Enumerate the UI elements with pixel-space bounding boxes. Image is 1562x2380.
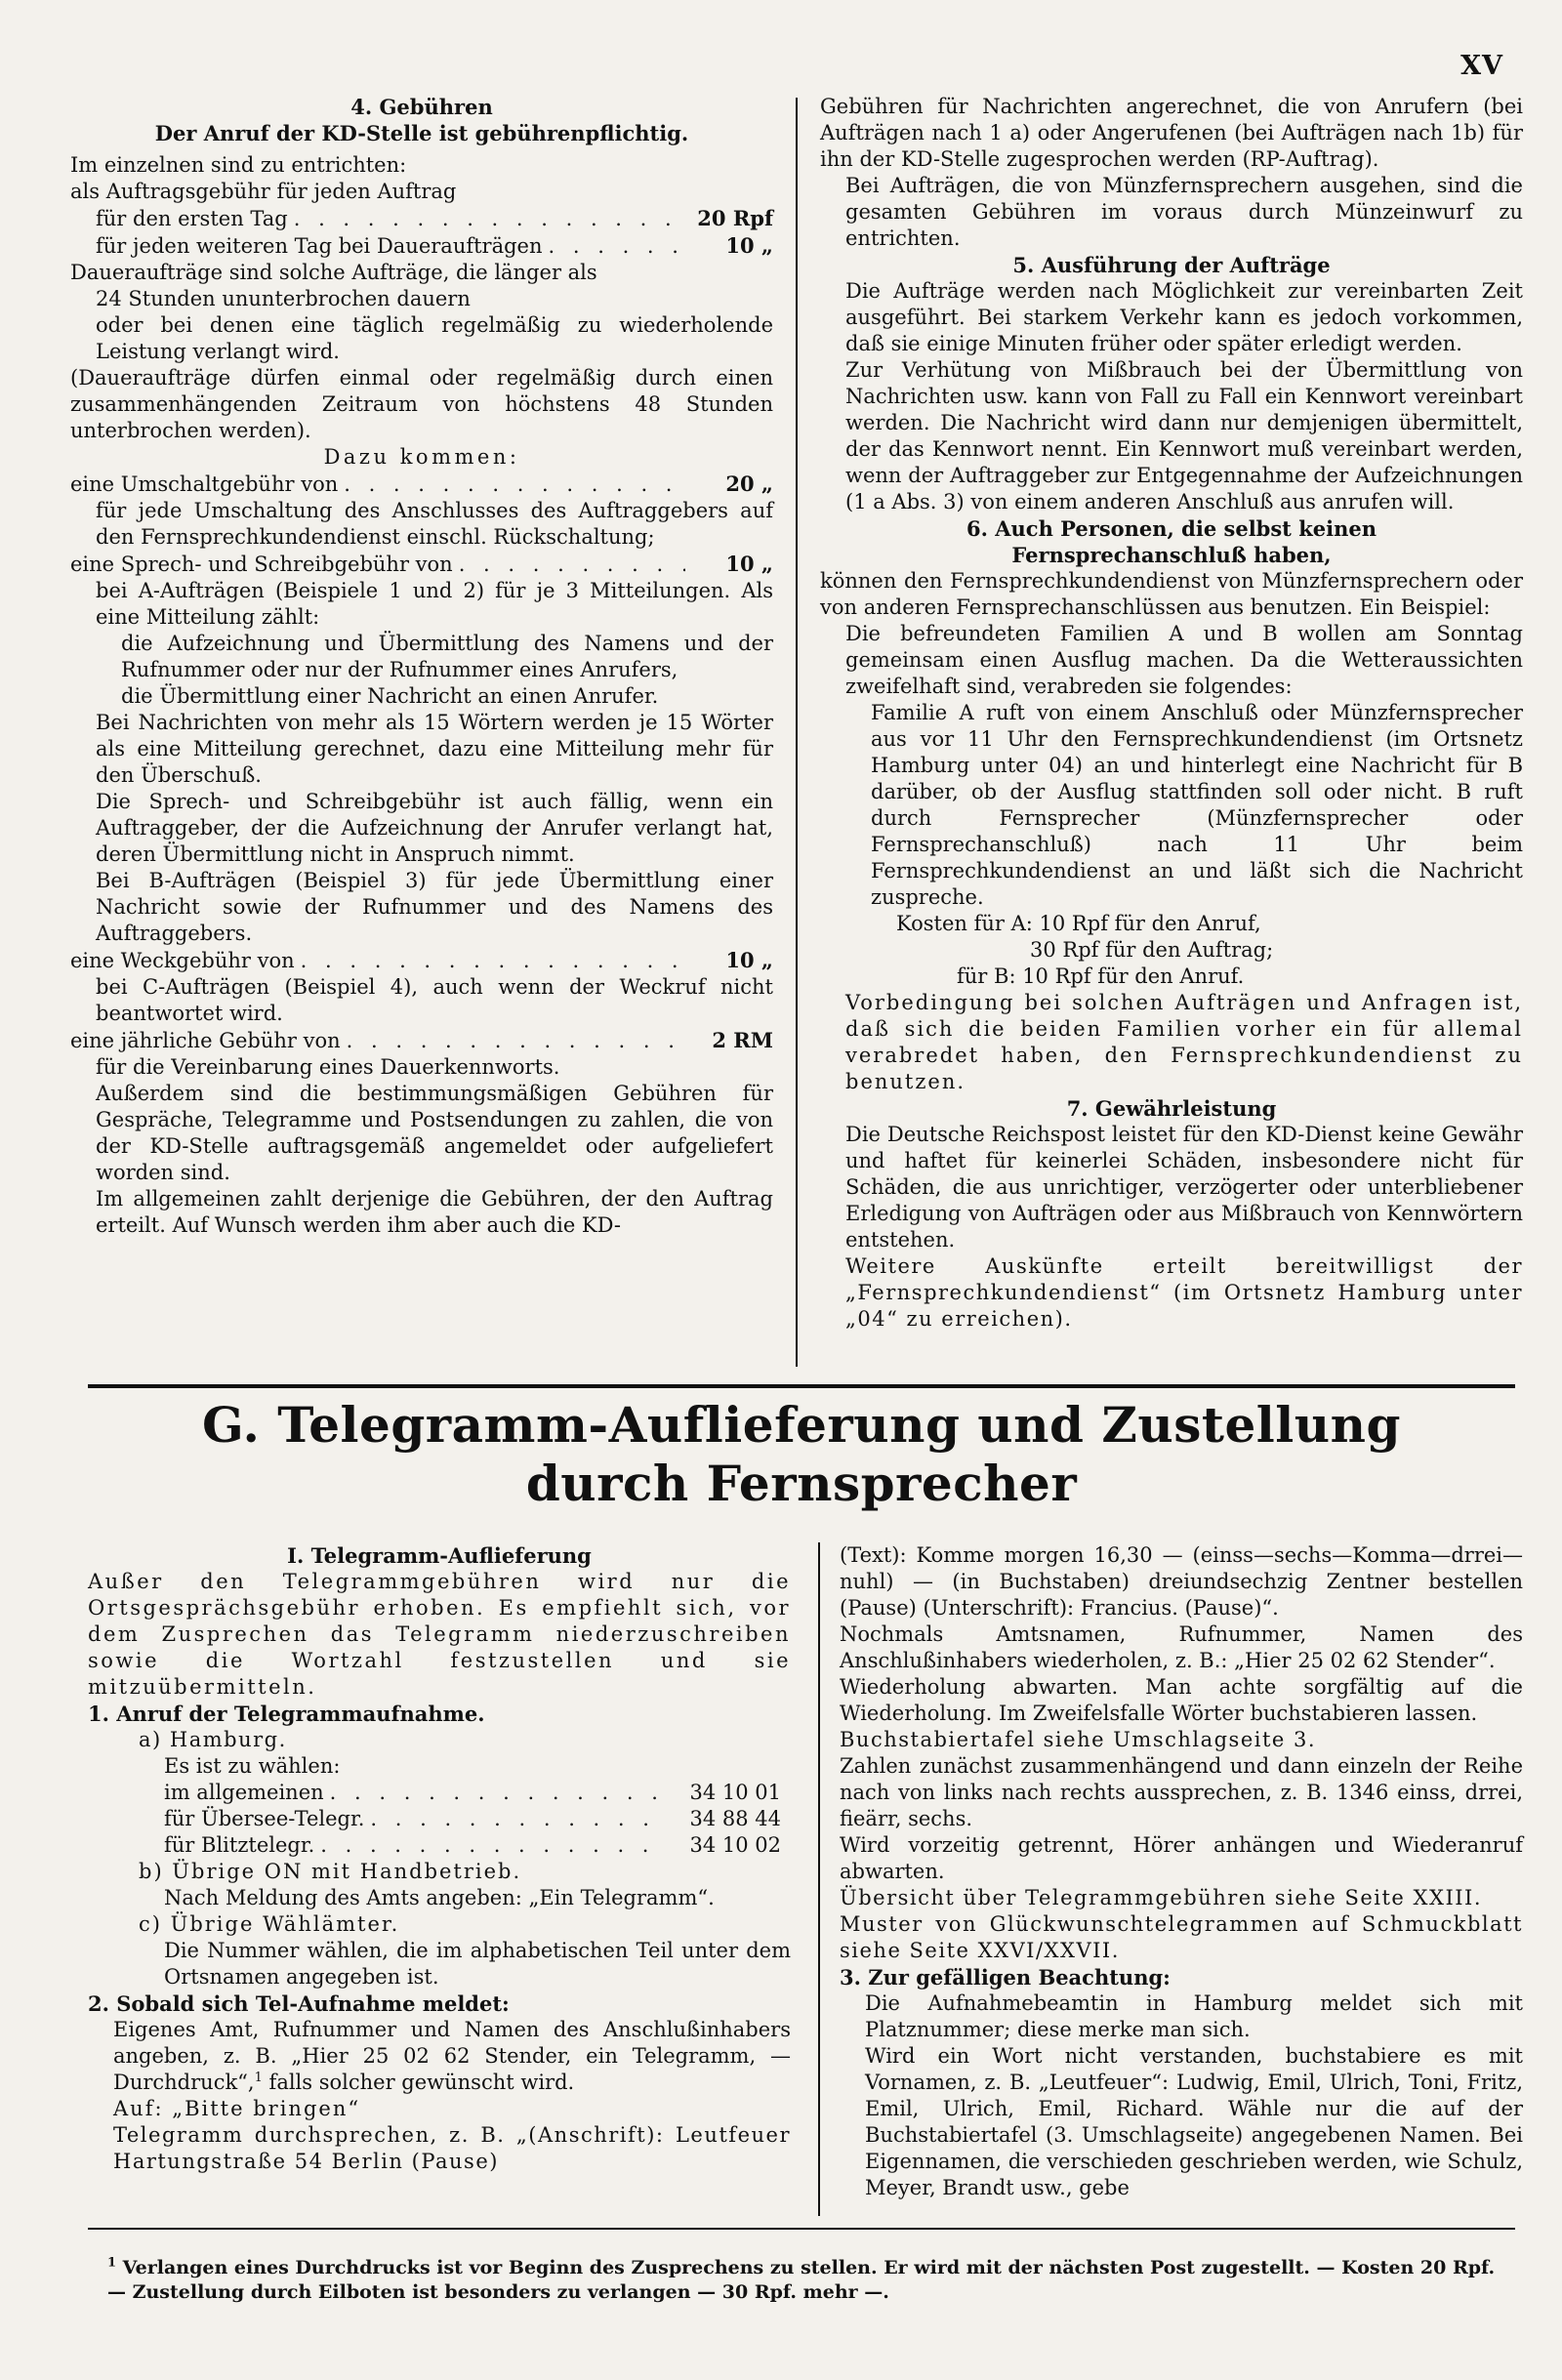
section-heading-gewaehr: 7. Gewährleistung [1066, 1096, 1277, 1121]
fee-row-weck [70, 947, 773, 974]
leader-dots [459, 552, 685, 578]
number-value: 34 88 44 [689, 1807, 781, 1830]
leader-dots [320, 1832, 668, 1859]
dazu-kommen: Dazu kommen: [323, 445, 520, 469]
number-value: 34 10 01 [689, 1781, 781, 1804]
leader-dots [370, 1806, 668, 1832]
step-heading: 1. Anruf der Telegrammaufnahme. [88, 1702, 485, 1726]
paragraph-familie-a: Familie A ruft von einem Anschluß oder Münzfernsprecher aus vor 11 Uhr den Fernsprechkundendienst (im Ortsnetz Hamburg unter 04) an und hinterlegt eine Nachricht für B darüber, ob der Ausflug stattfinden soll oder nicht. B ruft durch Fernsprecher (Münzfernsprecher oder Fernsprechanschluß) nach 11 Uhr beim Fernsprechkundendienst an und läßt sich die Nachricht zuspreche. [871, 701, 1523, 909]
paragraph-nochmals: Nochmals Amtsnamen, Rufnummer, Namen des Anschlußinhabers wiederholen, z. B.: „Hier 25 02 62 Stender“. [840, 1622, 1523, 1672]
paragraph-uebersicht: Übersicht über Telegrammgebühren siehe Seite XXIII. [840, 1886, 1482, 1909]
page-number: XV [1460, 51, 1503, 81]
footnote-text: Verlangen eines Durchdrucks ist vor Beginn des Zusprechens zu stellen. Er wird mit der nächsten Post zugestellt. — Kosten 20 Rpf. — Zustellung durch Eilboten ist besonders zu verlangen — 30 Rpf. mehr —. [107, 2257, 1496, 2303]
option-b: b) Übrige ON mit Handbetrieb. [139, 1860, 522, 1883]
kosten-a-auftrag: 30 Rpf für den Auftrag; [1030, 938, 1274, 962]
option-c-desc: Die Nummer wählen, die im alphabetischen Teil unter dem Ortsnamen angegeben ist. [164, 1939, 791, 1989]
fee-row-sprech [70, 551, 773, 578]
number-row [88, 1806, 791, 1832]
paragraph-gewaehr: Die Deutsche Reichspost leistet für den KD-Dienst keine Gewähr und haftet für keinerlei Schäden, insbesondere nicht für Schäden, die aus unrichtiger, verzögerter oder unterbliebener Erledigung von Aufträgen oder aus Mißbrauch von Kennwörtern entstehen. [845, 1123, 1523, 1252]
telegram-text: (Text): Komme morgen 16,30 — (einss—sechs—Komma—drrei—nuhl) — (in Buchstaben) dreiundsechzig Zentner bestellen (Pause) (Unterschrift): Francius. (Pause)“. [840, 1543, 1523, 1620]
fee-label: eine Sprech- und Schreibgebühr von [70, 553, 453, 576]
dauer-definition-cont: 24 Stunden ununterbrochen dauern [96, 287, 471, 310]
section-divider [88, 1384, 1515, 1388]
leader-dots [330, 1780, 668, 1806]
dauer-note: (Daueraufträge dürfen einmal oder regelmäßig durch einen zusammenhängenden Zeitraum von höchstens 48 Stunden unterbrochen werden). [70, 366, 773, 442]
fee-label: für jeden weiteren Tag bei Daueraufträgen [96, 234, 543, 258]
step2-description [88, 2017, 791, 2096]
paragraph-buchstabieren: Wird ein Wort nicht verstanden, buchstabiere es mit Vornamen, z. B. „Leutfeuer“: Ludwig, Emil, Ulrich, Toni, Fritz, Emil, Ulrich, Emil, Richard. Wähle nur die auf der Buchstabiertafel (3. Umschlagseite) angegebenen Namen. Bei Eigennamen, die verschieden geschrieben werden, wie Schulz, Meyer, Brandt usw., gebe [865, 2044, 1523, 2199]
auftrag-label: als Auftragsgebühr für jeden Auftrag [70, 180, 457, 203]
column-left-top [70, 94, 773, 1239]
fee-row-further-day [70, 232, 773, 260]
paragraph-ausserdem: Außerdem sind die bestimmungsmäßigen Gebühren für Gespräche, Telegramme und Postsendungen zu zahlen, die von der KD-Stelle auftragsgemäß angemeldet oder aufgeliefert worden sind. [96, 1082, 773, 1184]
paragraph-muenz: Bei Aufträgen, die von Münzfernsprechern ausgehen, sind die gesamten Gebühren im voraus durch Münzeinwurf zu entrichten. [845, 174, 1523, 250]
section-subheading: Der Anruf der KD-Stelle ist gebührenpflichtig. [154, 121, 689, 145]
paragraph-15-woerter: Bei Nachrichten von mehr als 15 Wörtern werden je 15 Wörter als eine Mitteilung gerechnet, dazu eine Mitteilung mehr für den Überschuß. [96, 711, 773, 787]
headline-line: durch Fernsprecher [525, 1455, 1078, 1512]
number-value: 34 10 02 [689, 1833, 781, 1857]
fee-row-jahr [70, 1027, 773, 1054]
umschalt-description: für jede Umschaltung des Anschlusses des Auftraggebers auf den Fernsprechkundendienst einschl. Rückschaltung; [96, 499, 773, 549]
kosten-a-anruf: Kosten für A: 10 Rpf für den Anruf, [896, 912, 1261, 935]
weck-description: bei C-Aufträgen (Beispiel 4), auch wenn der Weckruf nicht beantwortet wird. [96, 975, 773, 1025]
paragraph-wiederholung: Wiederholung abwarten. Man achte sorgfältig auf die Wiederholung. Im Zweifelsfalle Wörter buchstabieren lassen. [840, 1675, 1523, 1725]
paragraph-familien: Die befreundeten Familien A und B wollen am Sonntag gemeinsam einen Ausflug machen. Da die Wetteraussichten zweifelhaft sind, verabreden sie folgendes: [845, 622, 1523, 698]
leader-dots [301, 948, 685, 974]
fee-value: 10 „ [725, 552, 773, 576]
mitteilung-item: die Übermittlung einer Nachricht an einen Anrufer. [121, 684, 659, 708]
number-row [88, 1832, 791, 1859]
footnote-mark: 1 [254, 2071, 263, 2085]
step-heading: 2. Sobald sich Tel-Aufnahme meldet: [88, 1991, 510, 2016]
section-heading-ausfuehrung: 5. Ausführung der Aufträge [1012, 253, 1331, 277]
paragraph-platznummer: Die Aufnahmebeamtin in Hamburg meldet sich mit Platznummer; diese merke man sich. [865, 1991, 1523, 2041]
section-heading-auflieferung: I. Telegramm-Auflieferung [287, 1543, 592, 1568]
fee-value: 20 „ [725, 472, 773, 496]
paragraph-koennen: können den Fernsprechkundendienst von Münzfernsprechern oder von anderen Fernsprechanschlüssen aus benutzen. Ein Beispiel: [820, 569, 1523, 619]
step2-text-end: falls solcher gewünscht wird. [262, 2071, 575, 2094]
paragraph-zahlen: Zahlen zunächst zusammenhängend und dann einzeln der Reihe nach von links nach rechts aussprechen, z. B. 1346 einss, drrei, fieärr, sechs. [840, 1754, 1523, 1830]
column-divider [796, 98, 798, 1367]
number-label: für Blitztelegr. [164, 1833, 315, 1857]
fee-row-umschalt [70, 471, 773, 498]
step-heading: 3. Zur gefälligen Beachtung: [840, 1965, 1171, 1990]
intro-text: Im einzelnen sind zu entrichten: [70, 153, 407, 177]
section-heading-gebuehren: 4. Gebühren [350, 95, 493, 119]
paragraph-weitere: Weitere Auskünfte erteilt bereitwilligst der „Fernsprechkundendienst“ (im Ortsnetz Hamburg unter „04“ zu erreichen). [845, 1254, 1523, 1331]
intro-paragraph: Außer den Telegrammgebühren wird nur die Ortsgesprächsgebühr erhoben. Es empfiehlt sich, vor dem Zusprechen das Telegramm niederzuschreiben sowie die Wortzahl festzustellen und sie mitzuübermitteln. [88, 1570, 791, 1699]
option-a-sub: Es ist zu wählen: [164, 1754, 341, 1778]
fee-label: eine Umschaltgebühr von [70, 472, 339, 496]
step2-text: Eigenes Amt, Rufnummer und Namen des Anschlußinhabers angeben, z. B. „Hier 25 02 62 Stender, ein Telegramm, — Durchdruck“, [113, 2018, 791, 2094]
number-row [88, 1780, 791, 1806]
paragraph-continued: Gebühren für Nachrichten angerechnet, die von Anrufern (bei Aufträgen nach 1 a) oder Angerufenen (bei Aufträgen nach 1b) für ihn der KD-Stelle zugesprochen werden (RP-Auftrag). [820, 95, 1523, 171]
fee-value: 10 „ [725, 233, 773, 258]
number-label: für Übersee-Telegr. [164, 1807, 365, 1830]
leader-dots [549, 233, 685, 260]
fee-row-first-day [70, 205, 773, 232]
number-label: im allgemeinen [164, 1781, 324, 1804]
main-headline [88, 1396, 1515, 1513]
paragraph-faellig: Die Sprech- und Schreibgebühr ist auch fällig, wenn ein Auftraggeber, der die Aufzeichnung der Anrufer verlangt hat, deren Übermittlung nicht in Anspruch nimmt. [96, 790, 773, 866]
paragraph-getrennt: Wird vorzeitig getrennt, Hörer anhängen und Wiederanruf abwarten. [840, 1833, 1523, 1883]
paragraph-b-auftraege: Bei B-Aufträgen (Beispiel 3) für jede Übermittlung einer Nachricht sowie der Rufnummer und des Namens des Auftraggebers. [96, 869, 773, 945]
fee-value: 20 Rpf [697, 206, 773, 230]
paragraph-missbrauch: Zur Verhütung von Mißbrauch bei der Übermittlung von Nachrichten usw. kann von Fall zu Fall ein Kennwort vereinbart werden. Die Nachricht wird dann nur demjenigen übermittelt, der das Kennwort nennt. Ein Kennwort muß vereinbart werden, wenn der Auftraggeber zur Entgegennahme der Aufzeichnungen (1 a Abs. 3) von einem anderen Anschluß aus anrufen will. [845, 358, 1523, 513]
paragraph-allgemeinen: Im allgemeinen zahlt derjenige die Gebühren, der den Auftrag erteilt. Auf Wunsch werden ihm aber auch die KD- [96, 1187, 773, 1237]
section-heading-personen: 6. Auch Personen, die selbst keinen [966, 516, 1377, 541]
fee-label: für den ersten Tag [96, 207, 288, 230]
footnote-mark: 1 [107, 2255, 117, 2271]
mitteilung-item: die Aufzeichnung und Übermittlung des Namens und der Rufnummer oder nur der Rufnummer eines Anrufers, [121, 632, 773, 681]
kosten-b: für B: 10 Rpf für den Anruf. [957, 964, 1245, 988]
sprech-description: bei A-Aufträgen (Beispiele 1 und 2) für je 3 Mitteilungen. Als eine Mitteilung zählt: [96, 579, 773, 629]
footnote-divider [88, 2228, 1515, 2230]
leader-dots [344, 472, 685, 498]
jahr-description: für die Vereinbarung eines Dauerkennworts. [96, 1055, 560, 1079]
fee-label: eine Weckgebühr von [70, 949, 295, 972]
headline-line: G. Telegramm-Auflieferung und Zustellung [202, 1396, 1401, 1454]
option-b-desc: Nach Meldung des Amts angeben: „Ein Telegramm“. [164, 1886, 715, 1909]
auf-line: Auf: „Bitte bringen“ [113, 2097, 361, 2120]
footnote [107, 2256, 1513, 2305]
leader-dots [294, 206, 685, 232]
leader-dots [347, 1028, 685, 1054]
column-left-bottom [88, 1542, 791, 2175]
fee-value: 10 „ [725, 948, 773, 972]
option-c: c) Übrige Wählämter. [139, 1912, 400, 1936]
dauer-definition: Daueraufträge sind solche Aufträge, die länger als [70, 261, 597, 284]
fee-label: eine jährliche Gebühr von [70, 1029, 341, 1052]
dauer-definition-alt: oder bei denen eine täglich regelmäßig zu wiederholende Leistung verlangt wird. [96, 313, 773, 363]
paragraph-ausgefuehrt: Die Aufträge werden nach Möglichkeit zur vereinbarten Zeit ausgeführt. Bei starkem Verkehr kann es jedoch vorkommen, daß sie einige Minuten früher oder später erledigt werden. [845, 279, 1523, 355]
paragraph-vorbedingung: Vorbedingung bei solchen Aufträgen und Anfragen ist, daß sich die beiden Familien vorher ein für allemal verabredet haben, den Fernsprechkundendienst zu benutzen. [845, 991, 1523, 1093]
paragraph-buchstabiertafel: Buchstabiertafel siehe Umschlagseite 3. [840, 1728, 1317, 1751]
column-right-top [820, 94, 1523, 1333]
option-a: a) Hamburg. [139, 1728, 287, 1751]
section-heading-personen-cont: Fernsprechanschluß haben, [1011, 543, 1332, 567]
paragraph-muster: Muster von Glückwunschtelegrammen auf Schmuckblatt siehe Seite XXVI/XXVII. [840, 1912, 1523, 1962]
column-divider [818, 1542, 820, 2216]
column-right-bottom [840, 1542, 1523, 2201]
durchsprechen-line: Telegramm durchsprechen, z. B. „(Anschrift): Leutfeuer Hartungstraße 54 Berlin (Pause) [113, 2123, 791, 2173]
fee-value: 2 RM [712, 1028, 773, 1052]
